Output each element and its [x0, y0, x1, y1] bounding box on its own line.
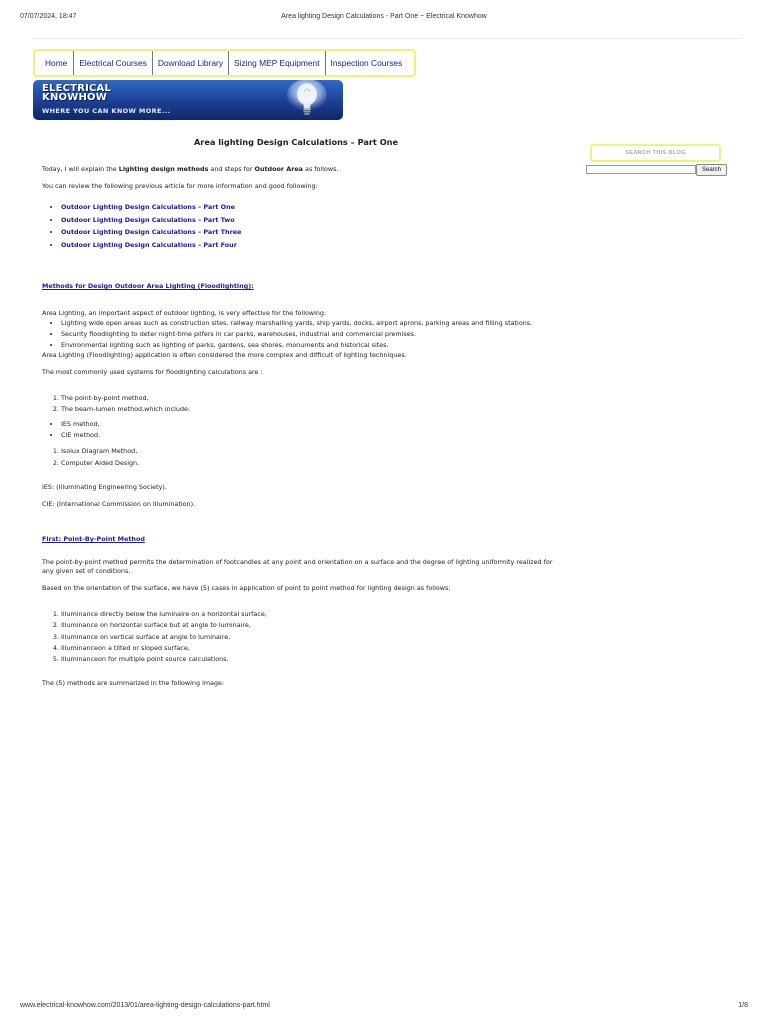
previous-article-link[interactable]: Outdoor Lighting Design Calculations – Part Three [61, 228, 242, 236]
divider [32, 38, 742, 39]
beam-methods-list [42, 419, 562, 441]
list-item: 3. Illuminance on vertical surface at angle to luminaire, [61, 632, 562, 643]
list-item: 1. Isolux Diagram Method, [61, 445, 562, 457]
nav-electrical-courses[interactable]: Electrical Courses [74, 51, 153, 75]
complex-paragraph: Area Lighting (Floodlighting) application is often considered the more complex and difficult of lighting techniques. [42, 351, 407, 359]
nav-download-library[interactable]: Download Library [153, 51, 229, 75]
previous-article-link[interactable]: Outdoor Lighting Design Calculations – Part Two [61, 215, 235, 224]
article-title: Area lighting Design Calculations – Part One [193, 137, 399, 147]
list-item: 1. Illuminance directly below the luminaire on a horizontal surface, [61, 609, 562, 620]
ies-definition: IES: (Illuminating Engineering Society). [42, 483, 167, 491]
list-item: • IES method, [61, 419, 562, 430]
print-page-title: Area lighting Design Calculations - Part One ~ Electrical Knowhow [281, 13, 487, 20]
list-item: • Lighting wide open areas such as construction sites, railway marshalling yards, ship yards, docks, airport aprons, parking areas and filling stations. [61, 318, 562, 329]
list-item [61, 214, 562, 227]
cases-list [42, 609, 562, 665]
nav-inspection-courses[interactable]: Inspection Courses [330, 58, 403, 68]
top-navigation [33, 49, 416, 77]
search-input[interactable] [586, 165, 696, 174]
site-banner[interactable] [33, 80, 343, 120]
article-body [42, 165, 562, 688]
list-item: 2. Illuminance on horizontal surface but at angle to luminaire, [61, 620, 562, 631]
list-item [61, 226, 562, 239]
review-paragraph: You can review the following previous article for more information and good following: [42, 182, 318, 190]
previous-article-link[interactable]: Outdoor Lighting Design Calculations – Part One [61, 203, 235, 211]
page-number: 1/8 [738, 1002, 748, 1009]
list-item: • CIE method. [61, 430, 562, 441]
nav-home[interactable]: Home [35, 51, 74, 75]
search-button[interactable]: Search [696, 164, 727, 176]
print-datetime: 07/07/2024, 18:47 [20, 13, 77, 20]
list-item: 2. Computer Aided Design. [61, 457, 562, 469]
nav-sizing-mep-equipment[interactable]: Sizing MEP Equipment [229, 51, 326, 75]
print-footer [20, 1002, 748, 1009]
light-bulb-icon [285, 80, 335, 120]
point-by-point-description: The point-by-point method permits the determination of footcandles at any point and orientation on a surface and the degree of lighting uniformity realized for any given set of conditions. [42, 558, 553, 575]
list-item: 4. Illuminanceon a tilted or sloped surface, [61, 643, 562, 654]
page-url: www.electrical-knowhow.com/2013/01/area-lighting-design-calculations-part.html [20, 1002, 270, 1009]
methods-heading-link[interactable]: Methods for Design Outdoor Area Lighting (Floodlighting): [42, 282, 254, 290]
previous-article-link[interactable]: Outdoor Lighting Design Calculations – Part Four [61, 240, 237, 249]
list-item: 2. The beam-lumen method,which include: [61, 404, 562, 415]
other-systems-list [42, 445, 562, 469]
cases-intro: Based on the orientation of the surface, we have (5) cases in application of point to point method for lighting design as follows: [42, 584, 451, 592]
site-logo-text: ELECTRICAL KNOWHOW [42, 83, 112, 103]
list-item: • Security floodlighting to deter night-time pilfers in car parks, warehouses, industrial and commercial premises. [61, 329, 562, 340]
search-blog-title: SEARCH THIS BLOG [590, 144, 721, 162]
list-item [61, 201, 562, 214]
list-item [61, 239, 562, 252]
summary-paragraph: The (5) methods are summarized in the following image: [42, 679, 225, 688]
list-item: • Environmental lighting such as lighting of parks, gardens, sea shores, monuments and historical sites. [61, 340, 562, 351]
point-by-point-heading-link[interactable]: First: Point-By-Point Method [42, 535, 145, 543]
cie-definition: CIE: (International Commission on Illumination). [42, 500, 196, 508]
list-item: 1. The point-by-point method, [61, 393, 562, 404]
list-item: 5. Illuminanceon for multiple point source calculations. [61, 654, 562, 665]
site-tagline: WHERE YOU CAN KNOW MORE... [42, 107, 171, 115]
previous-articles-list [42, 201, 562, 251]
area-uses-list [42, 318, 562, 351]
intro-paragraph: Today, I will explain the Lighting design methods and steps for Outdoor Area as follows. [42, 165, 339, 173]
systems-list [42, 393, 562, 415]
area-lighting-intro: Area Lighting, an important aspect of outdoor lighting, is very effective for the following: [42, 309, 327, 317]
common-systems-paragraph: The most commonly used systems for floodlighting calculations are : [42, 368, 263, 376]
